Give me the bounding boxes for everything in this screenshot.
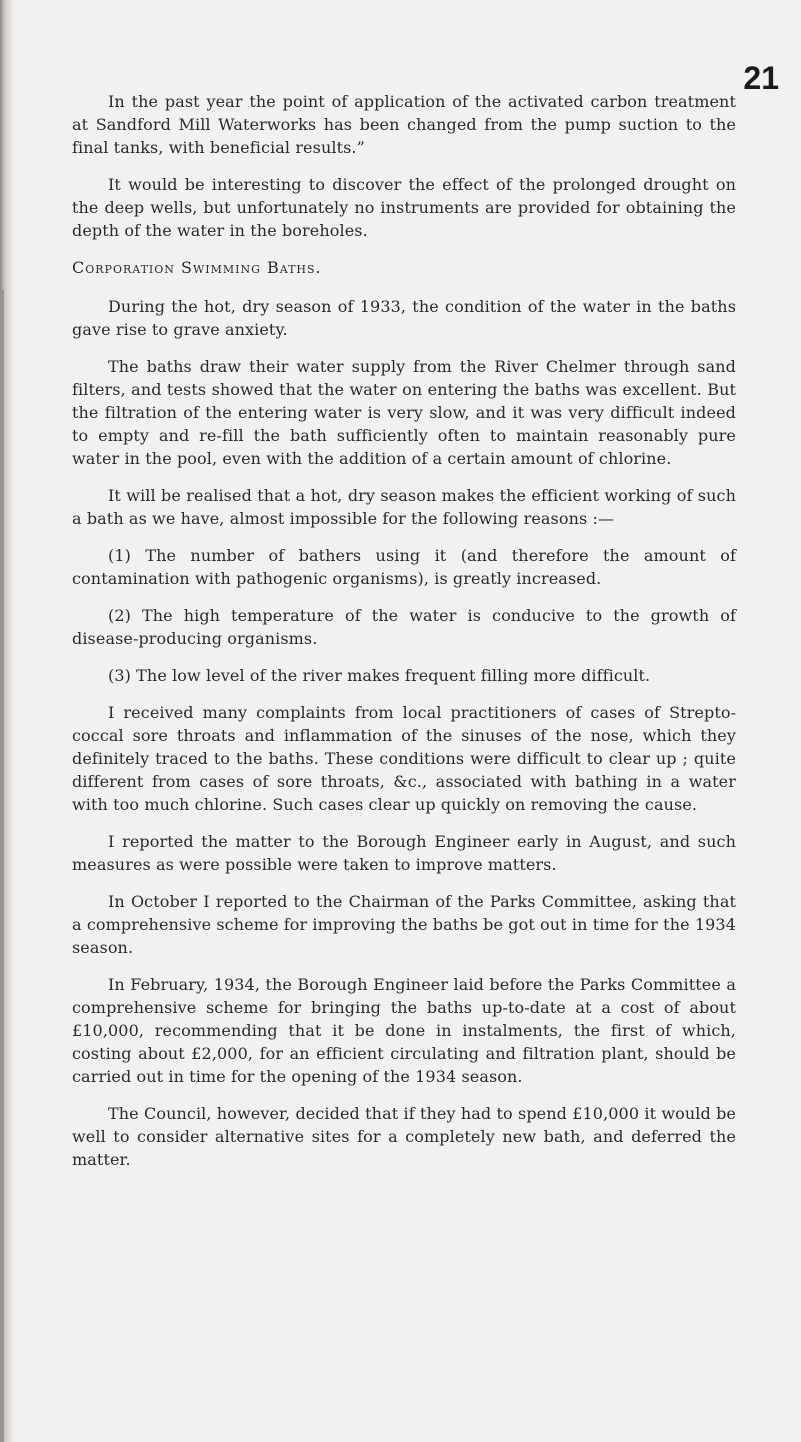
reason-item-1: (1) The number of bathers using it (and therefore the amount of contamination with pathogenic organisms), is greatly increased. <box>72 546 736 588</box>
reason-item-2: (2) The high temperature of the water is conducive to the growth of disease-producing organisms. <box>72 606 736 648</box>
page-edge-line <box>2 290 4 1442</box>
paragraph-october-report: In October I reported to the Chairman of the Parks Committee, asking that a comprehensive scheme for improving the baths be got out in time for the 1934 season. <box>72 892 736 957</box>
paragraph-reasons-intro: It will be realised that a hot, dry season makes the efficient working of such a bath as we have, almost impossible for the following reasons :— <box>72 486 736 528</box>
paragraph-complaints: I received many complaints from local practitioners of cases of Streptococcal sore throats and inflammation of the sinuses of the nose, which they definitely traced to the baths. These conditions were difficult to clear up ; quite different from cases of sore throats, &c., associated with bathing in a water with too much chlorine. Such cases clear up quickly on removing the cause. <box>72 703 736 814</box>
reason-item-3: (3) The low level of the river makes frequent filling more difficult. <box>108 666 651 685</box>
paragraph-council-decision: The Council, however, decided that if they had to spend £10,000 it would be well to consider alternative sites for a completely new bath, and deferred the matter. <box>72 1104 736 1169</box>
paragraph-water-supply: The baths draw their water supply from the River Chelmer through sand filters, and tests showed that the water on entering the baths was excellent. But the filtration of the entering water is very slow, and it was very difficult indeed to empty and re-fill the bath sufficiently often to maintain reasonably pure water in the pool, even with the addition of a certain amount of chlorine. <box>72 357 736 468</box>
paragraph-drought-wells: It would be interesting to discover the effect of the prolonged drought on the deep wells, but unfortunately no instruments are provided for obtaining the depth of the water in the boreholes. <box>72 175 736 240</box>
paragraph-season-1933: During the hot, dry season of 1933, the condition of the water in the baths gave rise to grave anxiety. <box>72 297 736 339</box>
section-heading-swimming-baths: Corporation Swimming Baths. <box>72 258 322 277</box>
paragraph-activated-carbon: In the past year the point of application of the activated carbon treatment at Sandford Mill Waterworks has been changed from the pump suction to the final tanks, with beneficial results.” <box>72 92 736 157</box>
paragraph-february-scheme: In February, 1934, the Borough Engineer laid before the Parks Committee a comprehensive scheme for bringing the baths up-to-date at a cost of about £10,000, recommending that it be done in instalments, the first of which, costing about £2,000, for an efficient circulating and filtration plant, should be carried out in time for the opening of the 1934 season. <box>72 975 736 1086</box>
paragraph-borough-engineer: I reported the matter to the Borough Engineer early in August, and such measures as were possible were taken to improve matters. <box>72 832 736 874</box>
page-number: 21 <box>743 60 779 96</box>
document-body <box>72 90 736 1185</box>
